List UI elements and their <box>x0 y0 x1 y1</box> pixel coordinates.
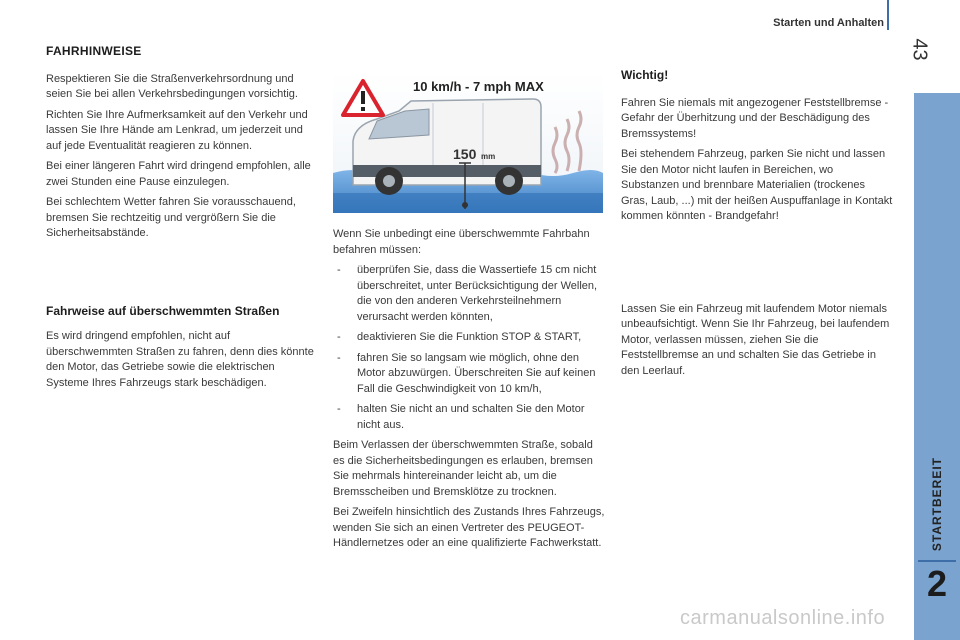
main-heading: FAHRHINWEISE <box>46 44 142 58</box>
spacer <box>46 247 318 304</box>
depth-unit: mm <box>481 152 496 161</box>
list-item: - überprüfen Sie, dass die Wassertiefe 15 cm nicht überschreitet, unter Berücksichtigung der Wellen, die von den anderen Verkehrsteilnehmern verursacht werden könnten, <box>333 263 605 325</box>
illustration-svg <box>333 73 603 213</box>
chapter-number: 2 <box>926 563 948 604</box>
section-title: Starten und Anhalten <box>773 17 884 29</box>
header-divider <box>887 0 889 30</box>
paragraph: Bei Zweifeln hinsichtlich des Zustands Ihres Fahrzeugs, wenden Sie sich an einen Vertreter des PEUGEOT-Händlernetzes oder an eine qualifizierte Fachwerkstatt. <box>333 506 605 549</box>
chapter-divider <box>918 560 956 562</box>
instruction-list <box>333 263 605 433</box>
middle-column <box>333 227 605 557</box>
paragraph: Es wird dringend empfohlen, nicht auf überschwemmten Straßen zu fahren, denn dies könnte den Motor, das Getriebe sowie die elektrischen Systeme Ihres Fahrzeugs stark beschädigen. <box>46 330 314 389</box>
paragraph: Bei einer längeren Fahrt wird dringend empfohlen, alle zwei Stunden eine Pause einzulegen. <box>46 160 311 188</box>
page-number: 43 <box>908 38 931 61</box>
intro-paragraph: Wenn Sie unbedingt eine überschwemmte Fahrbahn befahren müssen: <box>333 228 590 256</box>
paragraph: Lassen Sie ein Fahrzeug mit laufendem Motor niemals unbeaufsichtigt. Wenn Sie Ihr Fahrzeug, bei laufendem Motor, verlassen müssen, ziehen Sie die Feststellbremse an und schalten Sie das Getriebe in den Leerlauf. <box>621 302 890 377</box>
list-item: - halten Sie nicht an und schalten Sie den Motor nicht aus. <box>333 402 605 433</box>
paragraph: Fahren Sie niemals mit angezogener Feststellbremse - Gefahr der Überhitzung und der Beschädigung des Bremssystems! <box>621 96 889 140</box>
list-item: - fahren Sie so langsam wie möglich, ohne den Motor abzuwürgen. Überschreiten Sie auf keinen Fall die Geschwindigkeit von 10 km/h, <box>333 351 605 398</box>
paragraph: Bei schlechtem Wetter fahren Sie vorausschauend, bremsen Sie rechtzeitig und vergrößern Sie die Sicherheitsabstände. <box>46 196 296 239</box>
left-column <box>46 44 318 396</box>
paragraph: Beim Verlassen der überschwemmten Straße, sobald es die Sicherheitsbedingungen es erlauben, bremsen Sie mehrmals hintereinander leicht ab, um die Bremsscheiben und Bremsklötze zu trocknen. <box>333 439 593 498</box>
paragraph: Richten Sie Ihre Aufmerksamkeit auf den Verkehr und lassen Sie Ihre Hände am Lenkrad, um jederzeit und auf jede Eventualität reagieren zu können. <box>46 108 308 152</box>
flooded-road-illustration <box>333 73 603 213</box>
chapter-label-wrap <box>914 93 960 563</box>
paragraph: Respektieren Sie die Straßenverkehrsordnung und seien Sie bei allen Verkehrsbedingungen vorsichtig. <box>46 72 298 100</box>
list-item: - deaktivieren Sie die Funktion STOP & START, <box>333 330 605 346</box>
watermark: carmanualsonline.info <box>680 607 886 629</box>
right-column <box>621 68 893 384</box>
spacer <box>621 230 893 302</box>
water-depth <box>333 193 603 213</box>
chapter-label: STARTBEREIT <box>930 456 944 551</box>
depth-value: 150 <box>453 146 477 162</box>
speed-limit-label: 10 km/h - 7 mph MAX <box>413 79 544 94</box>
important-heading: Wichtig! <box>621 68 669 82</box>
chapter-tab <box>914 93 960 640</box>
sub-heading: Fahrweise auf überschwemmten Straßen <box>46 303 280 318</box>
paragraph: Bei stehendem Fahrzeug, parken Sie nicht und lassen Sie den Motor nicht laufen in Bereichen, wo Substanzen und brennbare Materialien (trockenes Gras, Laub, ...) mit der heißen Auspuffanlage in Kontakt kommen könnten - Brandgefahr! <box>621 148 893 222</box>
